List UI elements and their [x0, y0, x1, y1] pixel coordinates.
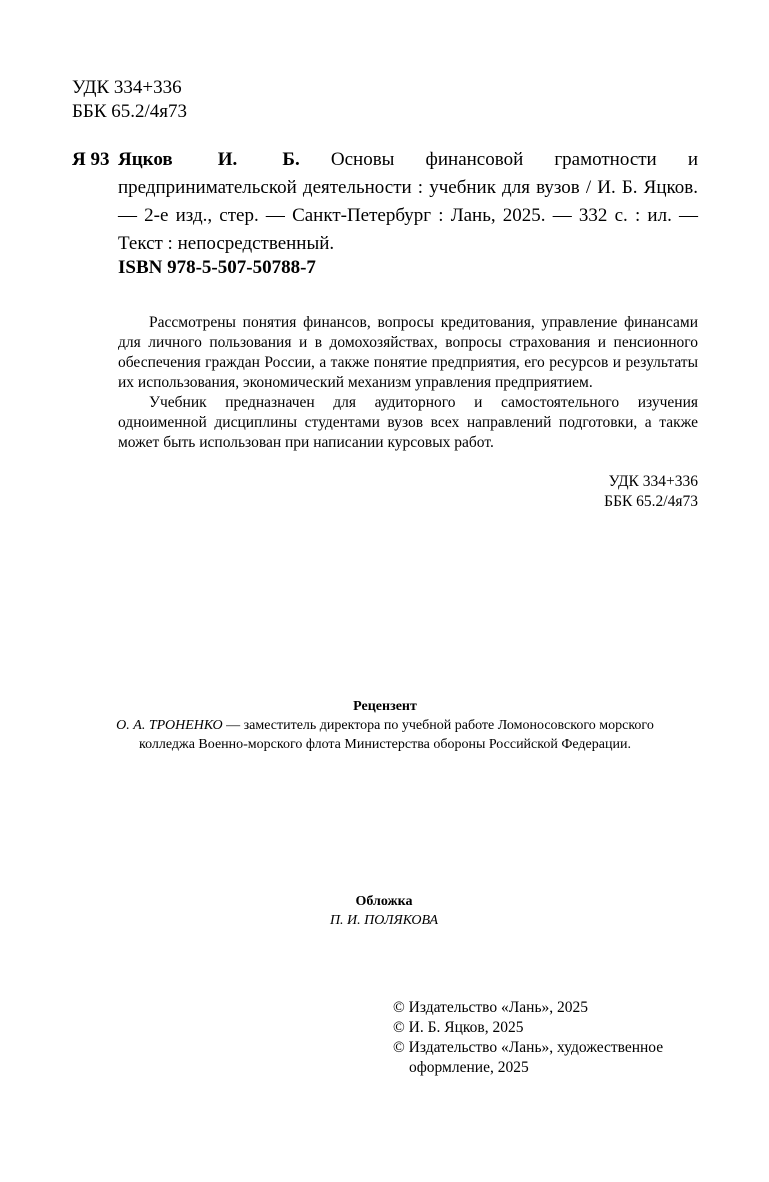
udc-code-right: УДК 334+336 — [608, 473, 698, 490]
cover-credit — [184, 892, 584, 930]
reviewer-position-line2: колледжа Военно-морского флота Министерства обороны Российской Федерации. — [139, 737, 631, 752]
reviewer-text — [100, 716, 670, 735]
cover-designer-name: П. И. ПОЛЯКОВА — [329, 913, 439, 928]
copyright-line: оформление, 2025 — [409, 1059, 529, 1076]
reviewer-block — [100, 697, 670, 754]
reviewer-name: О. А. ТРОНЕНКО — [116, 718, 223, 733]
reviewer-position-line1: — заместитель директора по учебной работе Ломоносовского морского — [222, 718, 654, 733]
annotation-paragraph: Рассмотрены понятия финансов, вопросы кредитования, управление финансами для личного пользования и в домохозяйствах, вопросы страхования и пенсионного обеспечения граждан России, а также понятие предприятия, его ресурсов и результаты их использования, экономический механизм управления предприятием. — [118, 314, 698, 391]
classification-header — [72, 76, 187, 124]
annotation-paragraph: Учебник предназначен для аудиторного и самостоятельного изучения одноименной дисциплины студентами вузов всех направлений подготовки, а также может быть использован при написании курсовых работ. — [118, 394, 698, 451]
annotation — [118, 313, 698, 453]
book-description: Основы финансовой грамотности и предпринимательской деятельности : учебник для вузов / И. Б. Яцков. — 2-е изд., стер. — Санкт-Петербург : Лань, 2025. — 332 с. : ил. — Текст : непосредственный. — [118, 149, 699, 254]
author-name: Яцков И. Б. — [118, 149, 300, 170]
copyright-block — [393, 998, 703, 1078]
classification-footer — [118, 472, 698, 512]
copyright-line: © Издательство «Лань», художественное — [393, 1039, 664, 1056]
copyright-line: © И. Б. Яцков, 2025 — [393, 1019, 524, 1036]
isbn: ISBN 978-5-507-50788-7 — [118, 257, 316, 278]
author-mark: Я 93 — [72, 149, 110, 170]
reviewer-title: Рецензент — [353, 699, 417, 714]
cover-title: Обложка — [355, 894, 413, 909]
udc-code: УДК 334+336 — [72, 77, 182, 98]
copyright-line: © Издательство «Лань», 2025 — [393, 999, 589, 1016]
bbk-code: ББК 65.2/4я73 — [72, 101, 188, 122]
bbk-code-right: ББК 65.2/4я73 — [604, 493, 698, 510]
bibliographic-description — [118, 146, 698, 258]
